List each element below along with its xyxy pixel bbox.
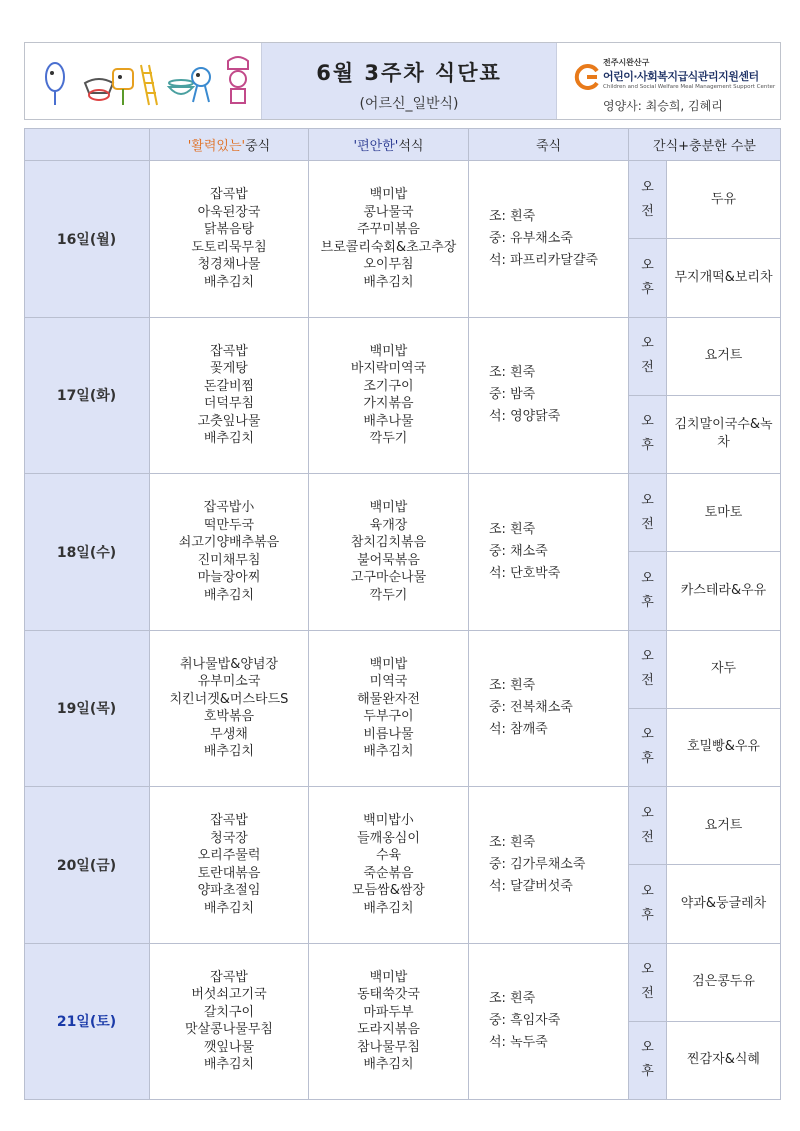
- organization-box: [555, 43, 780, 119]
- lunch-quote: '활력있는': [187, 138, 246, 154]
- lunch-item: 아욱된장국: [197, 204, 261, 220]
- dinner-menu: [309, 631, 469, 788]
- lunch-item: 청국장: [210, 830, 248, 846]
- snack-am: 검은콩두유: [667, 944, 781, 1022]
- snack-am: 요거트: [667, 787, 781, 865]
- lunch-item: 깻잎나물: [203, 1039, 255, 1055]
- org-name: 어린이·사회복지급식관리지원센터: [603, 70, 759, 83]
- am-char: 전: [641, 829, 654, 845]
- dinner-item: 불어묵볶음: [357, 552, 420, 568]
- dinner-item: 도라지볶음: [357, 1022, 420, 1038]
- dinner-item: 조기구이: [363, 378, 414, 394]
- header-snack: 간식+충분한 수분: [629, 128, 781, 161]
- porridge-item: 조: 흰죽: [489, 678, 536, 694]
- porridge-item: 석: 영양닭죽: [489, 409, 561, 425]
- porridge-menu: [469, 474, 629, 631]
- lunch-item: 양파초절임: [197, 883, 261, 899]
- dinner-item: 미역국: [369, 674, 408, 690]
- lunch-item: 호박볶음: [203, 709, 255, 725]
- porridge-menu: [469, 944, 629, 1101]
- snack-am: 자두: [667, 631, 781, 709]
- lunch-item: 배추김치: [203, 744, 255, 760]
- am-label: [629, 944, 667, 1022]
- pm-char: 오: [641, 414, 654, 430]
- porridge-item: 조: 흰죽: [489, 208, 536, 224]
- dinner-item: 모듬쌈&쌈장: [352, 883, 425, 899]
- lunch-item: 더덕무침: [203, 396, 255, 412]
- dinner-item: 마파두부: [363, 1004, 414, 1020]
- am-char: 오: [641, 336, 654, 352]
- am-char: 오: [641, 649, 654, 665]
- day-label: 16일(월): [24, 161, 150, 318]
- porridge-item: 석: 파프리카달걀죽: [489, 252, 598, 268]
- am-char: 오: [641, 179, 654, 195]
- dinner-item: 수육: [375, 848, 402, 864]
- dinner-quote: '편안한': [353, 138, 399, 154]
- day-label: 19일(목): [24, 631, 150, 788]
- title-box: [261, 43, 557, 119]
- dinner-item: 배추나물: [363, 413, 414, 429]
- dinner-item: 죽순볶음: [363, 865, 414, 881]
- porridge-item: 조: 흰죽: [489, 365, 536, 381]
- dinner-item: 육개장: [369, 517, 408, 533]
- pm-char: 후: [641, 438, 654, 454]
- dinner-item: 바지락미역국: [350, 361, 427, 377]
- lunch-item: 잡곡밥小: [203, 500, 255, 516]
- dinner-item: 비름나물: [363, 726, 414, 742]
- menu-table: [24, 128, 781, 1100]
- dinner-item: 백미밥: [369, 500, 408, 516]
- lunch-item: 치킨너겟&머스타드S: [169, 691, 289, 707]
- dinner-item: 배추김치: [363, 1057, 414, 1073]
- lunch-item: 쇠고기양배추볶음: [178, 535, 280, 551]
- pm-char: 오: [641, 727, 654, 743]
- header-lunch: [150, 128, 309, 161]
- dinner-item: 들깨옹심이: [357, 830, 420, 846]
- lunch-item: 버섯쇠고기국: [191, 987, 267, 1003]
- dinner-item: 백미밥: [369, 969, 408, 985]
- porridge-item: 중: 채소죽: [489, 543, 548, 559]
- lunch-item: 배추김치: [203, 1057, 255, 1073]
- lunch-item: 진미채무침: [197, 552, 261, 568]
- dinner-item: 참나물무침: [357, 1039, 420, 1055]
- day-label: 18일(수): [24, 474, 150, 631]
- am-label: [629, 474, 667, 552]
- snack-pm: 무지개떡&보리차: [667, 239, 781, 317]
- dinner-item: 콩나물국: [363, 204, 414, 220]
- am-char: 전: [641, 516, 654, 532]
- porridge-item: 중: 전복채소죽: [489, 700, 573, 716]
- dinner-item: 브로콜리숙회&초고추장: [320, 239, 457, 255]
- header-porridge: 죽식: [469, 128, 629, 161]
- lunch-item: 배추김치: [203, 900, 255, 916]
- dinner-item: 고구마순나물: [350, 570, 427, 586]
- lunch-item: 오리주물럭: [197, 848, 261, 864]
- dinner-item: 가지볶음: [363, 396, 414, 412]
- lunch-item: 배추김치: [203, 274, 255, 290]
- snack-pm: 호밀빵&우유: [667, 709, 781, 787]
- lunch-item: 도토리묵무침: [191, 239, 267, 255]
- header-corner: [24, 128, 150, 161]
- dinner-menu: [309, 161, 469, 318]
- dinner-item: 백미밥小: [363, 813, 414, 829]
- porridge-menu: [469, 161, 629, 318]
- pm-label: [629, 709, 667, 787]
- pm-label: [629, 1022, 667, 1100]
- lunch-item: 잡곡밥: [210, 343, 248, 359]
- dinner-item: 주꾸미볶음: [357, 222, 420, 238]
- lunch-label: 중식: [245, 138, 271, 154]
- lunch-item: 갈치구이: [203, 1004, 255, 1020]
- day-label: 21일(토): [24, 944, 150, 1101]
- lunch-item: 고춧잎나물: [197, 413, 261, 429]
- lunch-menu: [150, 631, 309, 788]
- snack-pm: 카스테라&우유: [667, 552, 781, 630]
- porridge-item: 조: 흰죽: [489, 521, 536, 537]
- day-label: 20일(금): [24, 787, 150, 944]
- lunch-item: 취나물밥&양념장: [179, 656, 279, 672]
- pm-label: [629, 396, 667, 474]
- lunch-item: 돈갈비찜: [203, 378, 255, 394]
- lunch-item: 무생채: [210, 726, 248, 742]
- pm-char: 후: [641, 281, 654, 297]
- lunch-item: 잡곡밥: [210, 969, 248, 985]
- am-char: 전: [641, 360, 654, 376]
- lunch-item: 청경채나물: [197, 257, 261, 273]
- lunch-item: 꽃게탕: [210, 361, 248, 377]
- porridge-item: 중: 유부채소죽: [489, 230, 573, 246]
- porridge-item: 중: 흑임자죽: [489, 1013, 561, 1029]
- chef-characters-icon: [25, 43, 261, 119]
- dinner-item: 배추김치: [363, 900, 414, 916]
- chef-illustration: [25, 43, 261, 119]
- lunch-item: 떡만두국: [203, 517, 255, 533]
- am-char: 오: [641, 962, 654, 978]
- porridge-item: 중: 밤죽: [489, 387, 536, 403]
- lunch-item: 유부미소국: [197, 674, 261, 690]
- am-label: [629, 161, 667, 239]
- lunch-item: 배추김치: [203, 431, 255, 447]
- lunch-menu: [150, 474, 309, 631]
- porridge-item: 석: 달걀버섯죽: [489, 878, 573, 894]
- am-char: 전: [641, 673, 654, 689]
- pm-char: 후: [641, 1064, 654, 1080]
- dinner-label: 석식: [398, 138, 424, 154]
- lunch-menu: [150, 161, 309, 318]
- pm-char: 후: [641, 751, 654, 767]
- porridge-item: 석: 참깨죽: [489, 722, 548, 738]
- dinner-item: 백미밥: [369, 343, 408, 359]
- day-label: 17일(화): [24, 318, 150, 475]
- snack-am: 요거트: [667, 318, 781, 396]
- lunch-item: 잡곡밥: [210, 187, 248, 203]
- dinner-menu: [309, 787, 469, 944]
- snack-am: 토마토: [667, 474, 781, 552]
- page-title: 6월 3주차 식단표: [316, 61, 502, 85]
- am-char: 오: [641, 805, 654, 821]
- pm-char: 오: [641, 257, 654, 273]
- dinner-menu: [309, 318, 469, 475]
- lunch-menu: [150, 787, 309, 944]
- header-dinner: [309, 128, 469, 161]
- am-char: 전: [641, 986, 654, 1002]
- lunch-item: 마늘장아찌: [197, 570, 261, 586]
- dinner-item: 백미밥: [369, 187, 408, 203]
- am-label: [629, 631, 667, 709]
- center-logo-icon: [573, 63, 601, 91]
- dinner-menu: [309, 474, 469, 631]
- lunch-menu: [150, 944, 309, 1101]
- porridge-item: 조: 흰죽: [489, 991, 536, 1007]
- dinner-item: 해물완자전: [357, 691, 420, 707]
- am-char: 오: [641, 492, 654, 508]
- am-label: [629, 318, 667, 396]
- dinner-item: 두부구이: [363, 709, 414, 725]
- snack-am: 두유: [667, 161, 781, 239]
- porridge-item: 석: 단호박죽: [489, 565, 561, 581]
- dinner-item: 깍두기: [369, 587, 408, 603]
- pm-char: 오: [641, 883, 654, 899]
- pm-char: 후: [641, 594, 654, 610]
- page-subtitle: (어르신_일반식): [359, 96, 459, 112]
- lunch-item: 토란대볶음: [197, 865, 261, 881]
- am-char: 전: [641, 203, 654, 219]
- porridge-menu: [469, 631, 629, 788]
- dinner-item: 배추김치: [363, 744, 414, 760]
- porridge-item: 조: 흰죽: [489, 834, 536, 850]
- org-district: 전주시완산구: [603, 58, 650, 67]
- dinner-item: 깍두기: [369, 431, 408, 447]
- lunch-item: 배추김치: [203, 587, 255, 603]
- dinner-item: 배추김치: [363, 274, 414, 290]
- org-english-name: Children and Social Welfare Meal Management Support Center: [603, 84, 776, 90]
- dinner-menu: [309, 944, 469, 1101]
- porridge-menu: [469, 318, 629, 475]
- am-label: [629, 787, 667, 865]
- lunch-item: 잡곡밥: [210, 813, 248, 829]
- page-header: [24, 42, 781, 120]
- snack-pm: 찐감자&식혜: [667, 1022, 781, 1100]
- dietitian-names: 영양사: 최승희, 김혜리: [603, 99, 723, 113]
- lunch-item: 닭볶음탕: [203, 222, 255, 238]
- pm-char: 오: [641, 1040, 654, 1056]
- porridge-item: 중: 김가루채소죽: [489, 856, 586, 872]
- pm-label: [629, 239, 667, 317]
- pm-char: 후: [641, 907, 654, 923]
- porridge-item: 석: 녹두죽: [489, 1035, 548, 1051]
- pm-label: [629, 552, 667, 630]
- lunch-item: 맛살콩나물무침: [185, 1022, 273, 1038]
- pm-char: 오: [641, 570, 654, 586]
- snack-pm: 약과&둥글레차: [667, 865, 781, 943]
- dinner-item: 백미밥: [369, 656, 408, 672]
- dinner-item: 오이무침: [363, 257, 414, 273]
- dinner-item: 동태쑥갓국: [357, 987, 420, 1003]
- snack-pm: 김치말이국수&녹차: [667, 396, 781, 474]
- porridge-menu: [469, 787, 629, 944]
- lunch-menu: [150, 318, 309, 475]
- dinner-item: 참치김치볶음: [350, 535, 427, 551]
- pm-label: [629, 865, 667, 943]
